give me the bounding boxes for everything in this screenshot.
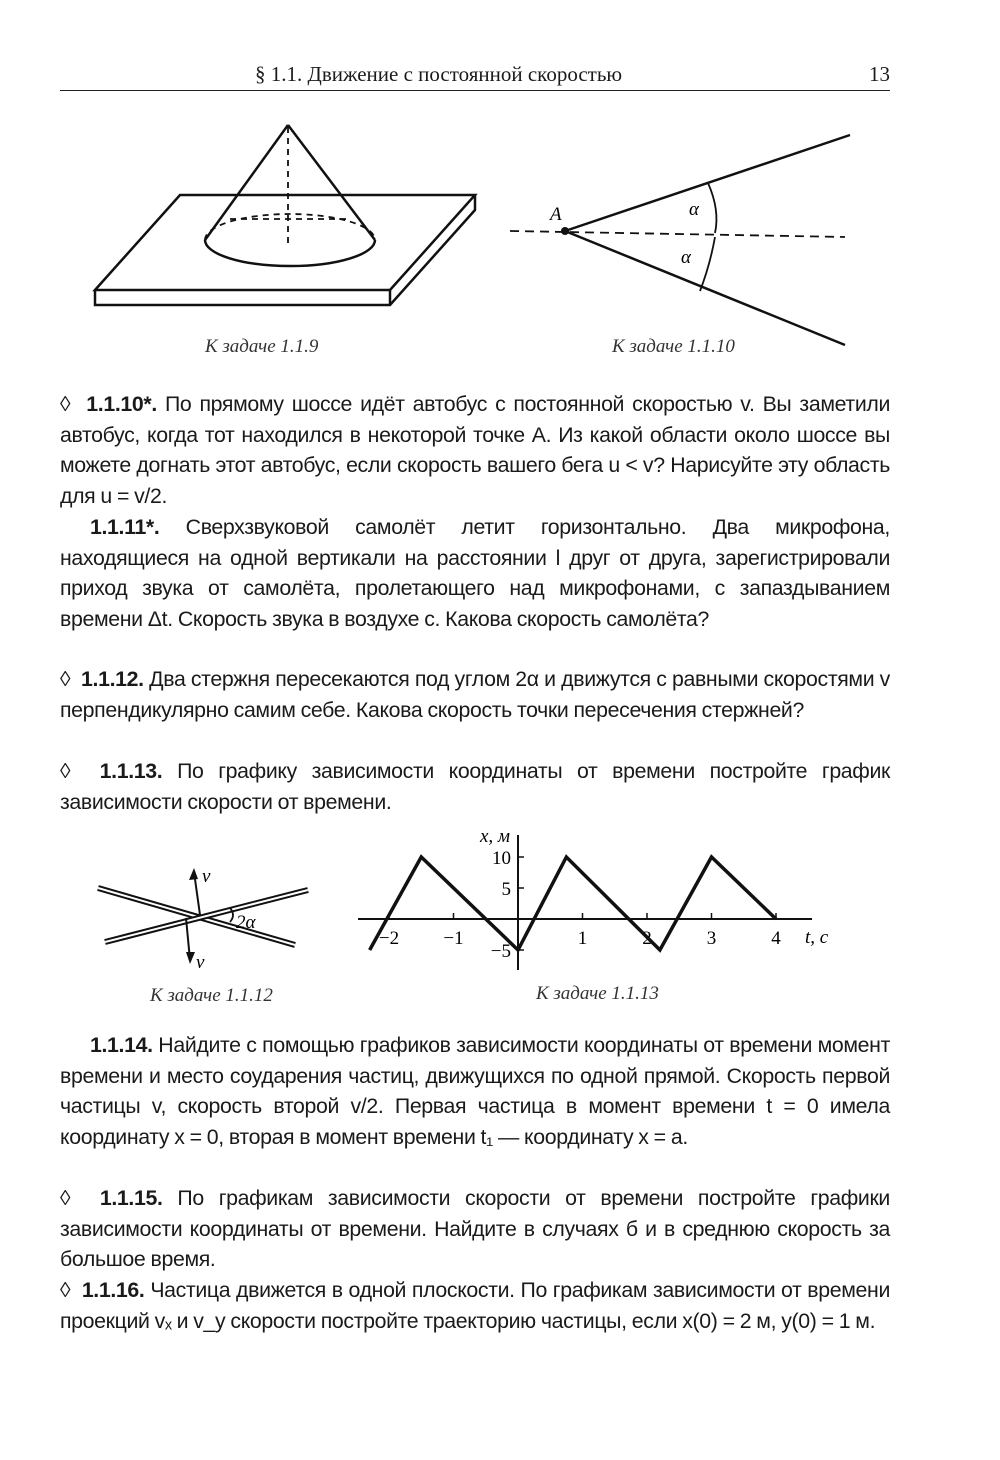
- velocity-label-down: v: [196, 952, 205, 970]
- problem-number: 1.1.12.: [81, 667, 144, 691]
- problem-1-1-14: [60, 1030, 890, 1152]
- point-a-label: A: [550, 204, 562, 225]
- problem-marker: ◊: [60, 667, 71, 691]
- problem-number: 1.1.14.: [90, 1033, 153, 1057]
- angle-2alpha-label: 2α: [236, 912, 256, 933]
- x-tick-label: 2: [642, 928, 652, 949]
- problem-1-1-12: [60, 664, 890, 725]
- problem-number: 1.1.16.: [81, 1278, 145, 1302]
- problem-text: Два стержня пересекаются под углом 2α и движутся с равными скоростями v перпендикулярно самим себе. Какова скорость точки пересечения стержней?: [60, 667, 890, 722]
- problem-1-1-10: [60, 389, 890, 511]
- problem-number: 1.1.13.: [99, 759, 163, 783]
- y-tick-label: 5: [501, 879, 511, 900]
- problem-number: 1.1.11*.: [90, 515, 160, 539]
- problem-text: Частица движется в одной плоскости. По графикам зависимости от времени проекций vₓ и v_y скорости постройте траекторию частицы, если x(0) = 2 м, y(0) = 1 м.: [60, 1278, 890, 1333]
- x-tick-label: −1: [443, 928, 464, 949]
- problem-1-1-11: [60, 512, 890, 634]
- problem-1-1-16: [60, 1275, 890, 1336]
- x-tick-label: −2: [378, 928, 400, 949]
- figure-cone-on-plate: [90, 115, 480, 325]
- y-tick-label: 10: [492, 848, 511, 869]
- figure-crossing-rods: [90, 860, 330, 970]
- problem-1-1-15: [60, 1183, 890, 1275]
- y-tick-label: −5: [490, 941, 511, 962]
- x-tick-label: 3: [706, 928, 717, 949]
- problem-text: Найдите с помощью графиков зависимости координаты от времени момент времени и место соударения частиц, движущихся по одной прямой. Скорость первой частицы v, скорость второй v/2. Первая частица в момент времени t = 0 имела координату x = 0, вторая в момент времени t₁ — координату x = a.: [60, 1033, 890, 1149]
- caption-1-1-9: К задаче 1.1.9: [205, 336, 319, 357]
- problem-1-1-13: [60, 756, 890, 817]
- running-header: [60, 62, 890, 91]
- y-axis-label: x, м: [479, 826, 510, 847]
- angle-label-lower: α: [681, 247, 691, 268]
- velocity-label-up: v: [202, 866, 211, 887]
- problem-number: 1.1.15.: [99, 1186, 163, 1210]
- x-axis-label: t, с: [805, 927, 829, 948]
- problem-text: По прямому шоссе идёт автобус с постоянной скоростью v. Вы заметили автобус, когда тот находился в некоторой точке A. Из какой области около шоссе вы можете догнать этот автобус, если скорость вашего бега u < v? Нарисуйте эту область для u = v/2.: [60, 392, 890, 508]
- page-number: 13: [869, 62, 890, 86]
- caption-1-1-12: К задаче 1.1.12: [150, 985, 273, 1006]
- angle-label-upper: α: [689, 199, 699, 220]
- caption-1-1-10: К задаче 1.1.10: [612, 336, 735, 357]
- problem-marker: ◊: [60, 759, 71, 783]
- problem-marker: ◊: [60, 1278, 71, 1302]
- problem-number: 1.1.10*.: [86, 392, 157, 416]
- x-tick-label: 1: [577, 928, 588, 949]
- header-title: § 1.1. Движение с постоянной скоростью: [255, 62, 623, 86]
- coordinate-time-graph: [350, 820, 850, 980]
- problem-marker: ◊: [60, 392, 71, 416]
- caption-1-1-13: К задаче 1.1.13: [536, 983, 659, 1004]
- problem-text: По графику зависимости координаты от времени постройте график зависимости скорости от времени.: [60, 759, 890, 814]
- problem-text: По графикам зависимости скорости от времени постройте графики зависимости координаты от времени. Найдите в случаях б и в среднюю скорость за большое время.: [60, 1186, 890, 1271]
- problem-text: Сверхзвуковой самолёт летит горизонтально. Два микрофона, находящиеся на одной вертикали на расстоянии l друг от друга, зарегистрировали приход звука от самолёта, пролетающего над микрофонами, с запаздыванием времени Δt. Скорость звука в воздухе c. Какова скорость самолёта?: [60, 515, 890, 631]
- x-tick-label: 4: [771, 928, 781, 949]
- problem-marker: ◊: [60, 1186, 71, 1210]
- figure-angle: [505, 125, 855, 350]
